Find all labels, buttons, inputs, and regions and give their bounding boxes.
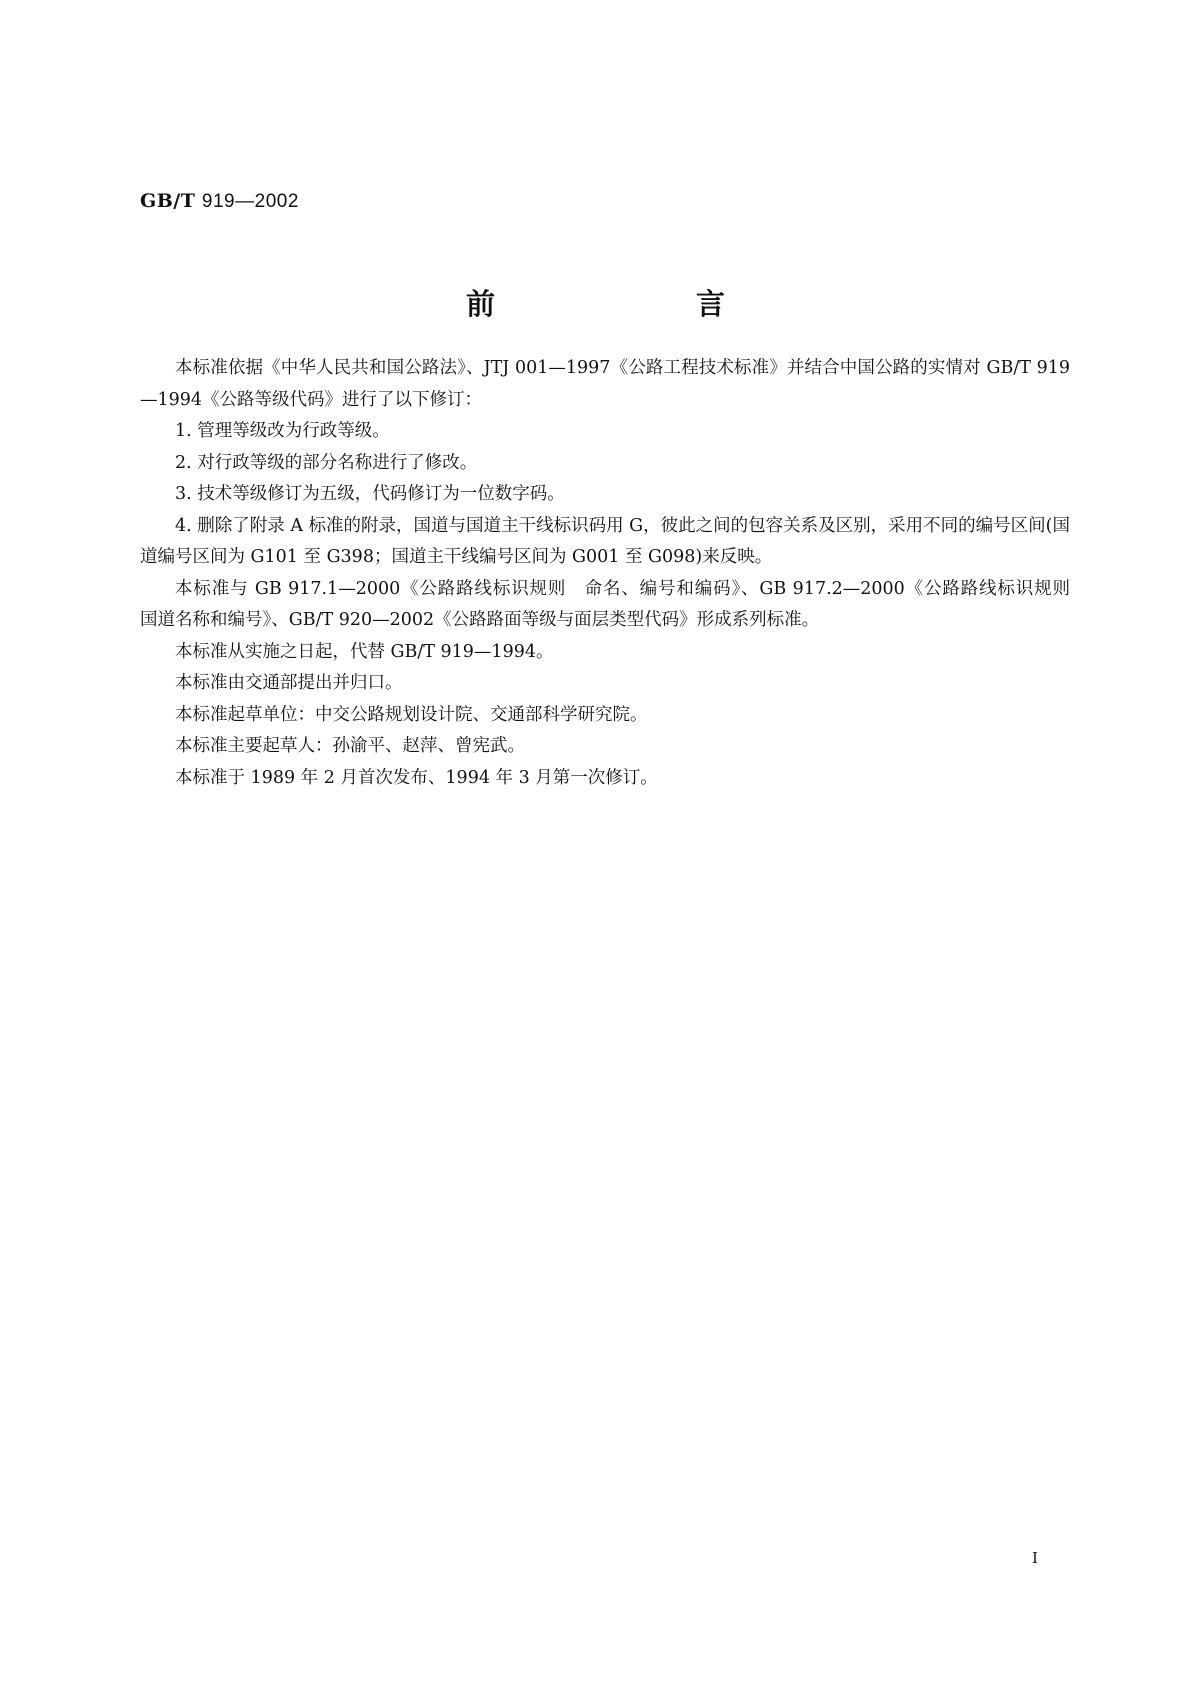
standard-code bbox=[140, 190, 299, 213]
paragraph: 本标准起草单位：中交公路规划设计院、交通部科学研究院。 bbox=[175, 704, 648, 725]
list-item: 4. 删除了附录 A 标准的附录，国道与国道主干线标识码用 G，彼此之间的包容关系及区别，采用不同的编号区间(国道编号区间为 G101 至 G398；国道主干线编号区间为 G001 至 G098)来反映。 bbox=[140, 515, 1070, 567]
list-item: 1. 管理等级改为行政等级。 bbox=[175, 421, 390, 441]
paragraph: 本标准于 1989 年 2 月首次发布、1994 年 3 月第一次修订。 bbox=[175, 767, 658, 788]
foreword-body bbox=[140, 353, 1088, 794]
paragraph: 本标准与 GB 917.1—2000《公路路线标识规则 命名、编号和编码》、GB 917.2—2000《公路路线标识规则 国道名称和编号》、GB/T 920—2002《公路路面等级与面层类型代码》形成系列标准。 bbox=[140, 578, 1088, 630]
paragraph: 本标准由交通部提出并归口。 bbox=[175, 673, 403, 693]
paragraph: 本标准从实施之日起，代替 GB/T 919—1994。 bbox=[175, 641, 554, 662]
page-title: 前 言 bbox=[465, 287, 811, 321]
standard-code-prefix: GB/T bbox=[140, 190, 196, 212]
standard-code-number: 919—2002 bbox=[201, 191, 299, 212]
list-item: 2. 对行政等级的部分名称进行了修改。 bbox=[175, 452, 478, 473]
list-item: 3. 技术等级修订为五级，代码修订为一位数字码。 bbox=[175, 484, 565, 504]
paragraph: 本标准主要起草人：孙渝平、赵萍、曾宪武。 bbox=[175, 736, 525, 756]
page-number: I bbox=[1032, 1549, 1038, 1567]
paragraph: 本标准依据《中华人民共和国公路法》、JTJ 001—1997《公路工程技术标准》并结合中国公路的实情对 GB/T 919—1994《公路等级代码》进行了以下修订： bbox=[140, 358, 1070, 410]
